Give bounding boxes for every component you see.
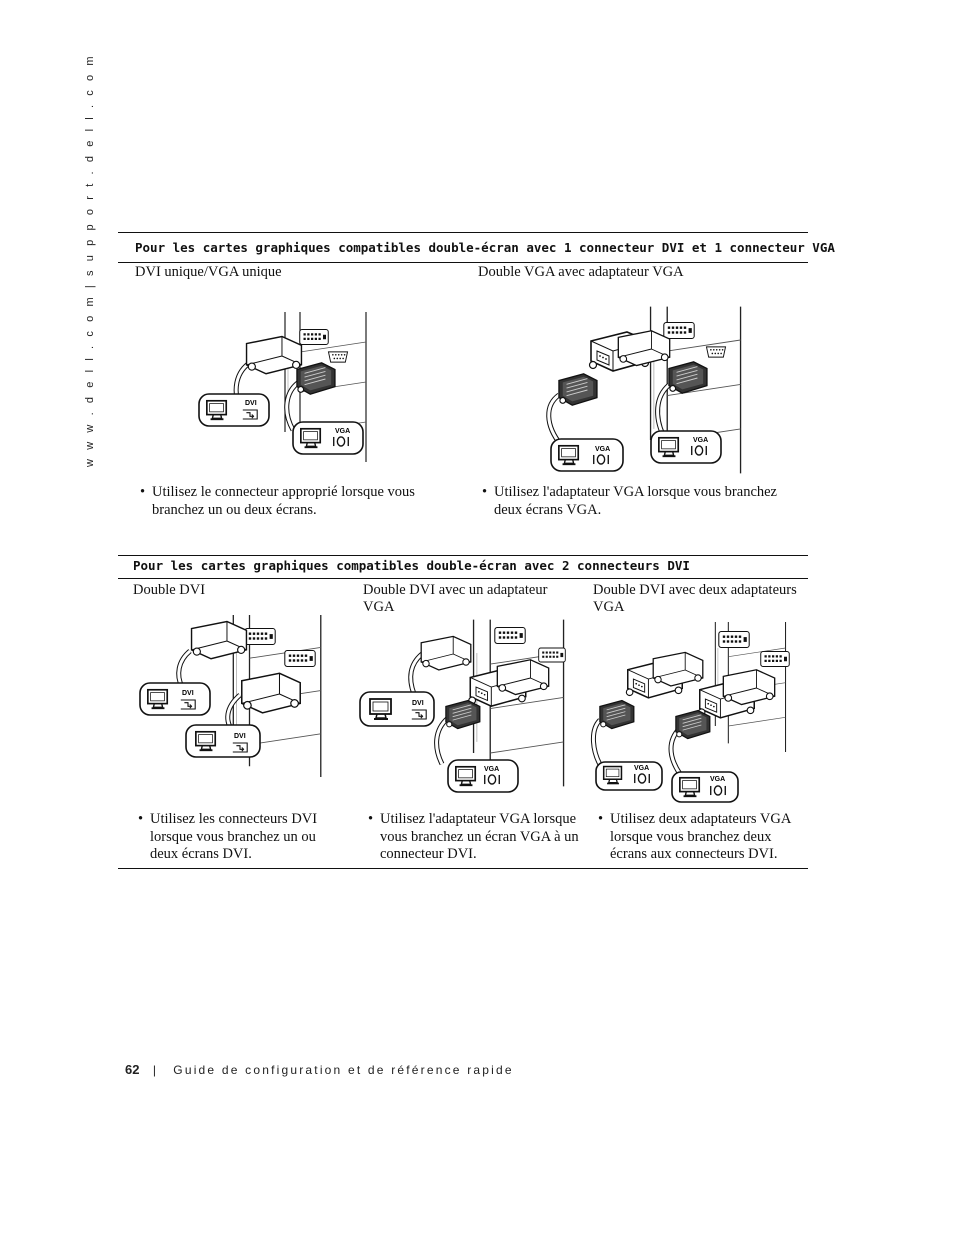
- footer-separator: |: [152, 1063, 156, 1077]
- figure-dual-dvi-two-adapters: [590, 622, 805, 804]
- svg-text:DVI: DVI: [234, 733, 246, 740]
- section1-top-rule: [118, 232, 808, 233]
- section2-col2-bullet: • Utilisez l'adaptateur VGA lorsque vous branchez un écran VGA à un connecteur DVI.: [368, 811, 579, 862]
- svg-text:DVI: DVI: [245, 400, 257, 407]
- section1-title: Pour les cartes graphiques compatibles double-écran avec 1 connecteur DVI et 1 connecteur VGA: [135, 240, 835, 255]
- guide-title: Guide de configuration et de référence rapide: [173, 1063, 514, 1077]
- section2-col3-heading: Double DVI avec deux adaptateurs VGA: [593, 582, 797, 615]
- section2-col2-heading: Double DVI avec un adaptateur VGA: [363, 582, 548, 615]
- figure-dual-dvi-one-adapter: [358, 618, 573, 798]
- svg-text:VGA: VGA: [595, 446, 611, 453]
- svg-text:VGA: VGA: [484, 766, 500, 773]
- page-number: 62: [125, 1062, 140, 1077]
- figure-dvi-vga-single: [195, 312, 370, 462]
- svg-text:VGA: VGA: [710, 776, 726, 783]
- section2-title-rule: [118, 578, 808, 579]
- section1-col1-heading: DVI unique/VGA unique: [135, 264, 282, 280]
- section2-col1-bullet: • Utilisez les connecteurs DVI lorsque vous branchez un ou deux écrans DVI.: [138, 811, 318, 862]
- section2-bottom-rule: [118, 868, 808, 869]
- section2-col1-heading: Double DVI: [133, 582, 206, 598]
- section1-title-rule: [118, 262, 808, 263]
- section2-col3-bullet: • Utilisez deux adaptateurs VGA lorsque vous branchez deux écrans aux connecteurs DVI.: [598, 811, 791, 862]
- page-footer: [125, 1062, 514, 1077]
- svg-text:DVI: DVI: [182, 690, 194, 697]
- section1-col2-bullet: • Utilisez l'adaptateur VGA lorsque vous branchez deux écrans VGA.: [482, 484, 777, 518]
- svg-text:VGA: VGA: [634, 765, 650, 772]
- section1-col1-bullet: • Utilisez le connecteur approprié lorsque vous branchez un ou deux écrans.: [140, 484, 415, 518]
- section2-top-rule: [118, 555, 808, 556]
- side-website-url: w w w . d e l l . c o m | s u p p o r t . d e l l . c o m: [84, 53, 96, 467]
- figure-dual-vga-adapter: [545, 305, 750, 475]
- svg-text:DVI: DVI: [412, 700, 424, 707]
- svg-text:VGA: VGA: [335, 428, 351, 435]
- section1-col2-heading: Double VGA avec adaptateur VGA: [478, 264, 684, 280]
- section2-title: Pour les cartes graphiques compatibles double-écran avec 2 connecteurs DVI: [133, 558, 690, 573]
- figure-dual-dvi: [134, 615, 334, 777]
- svg-text:VGA: VGA: [693, 437, 709, 444]
